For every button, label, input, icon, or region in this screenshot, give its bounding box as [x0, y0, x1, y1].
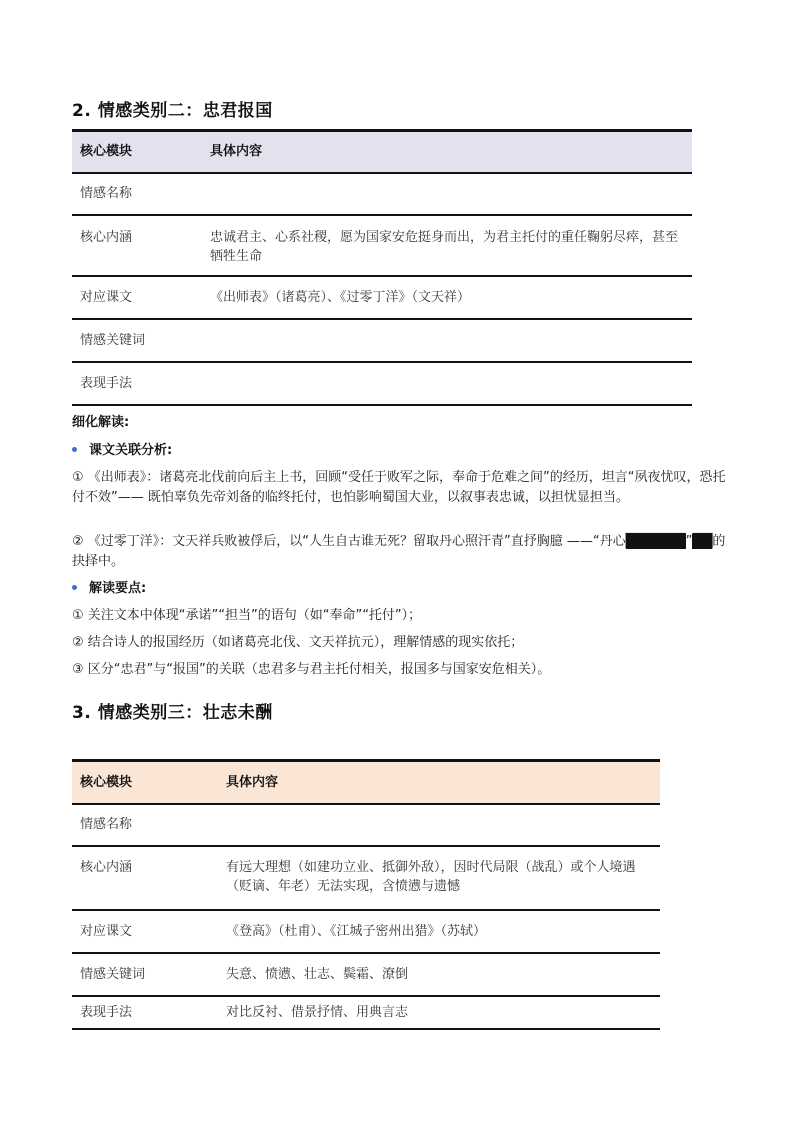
paragraph-chushibiao: ① 《出师表》：诸葛亮北伐前向后主上书，回顾“受任于败军之际，奉命于危难之间”的经历，坦言“夙夜忧叹，恐托付不效”—— 既怕辜负先帝刘备的临终托付，也怕影响蜀国大业，以叙事表忠诚，以担忧显担当。	[72, 470, 726, 505]
bullet-key-points	[72, 579, 146, 599]
bullet-key-points-label: 解读要点:	[89, 581, 147, 596]
detail-heading: 细化解读:	[72, 415, 130, 430]
row-value	[202, 362, 692, 405]
table-row	[72, 215, 692, 276]
row-value	[202, 319, 692, 362]
table-header-row	[72, 761, 660, 804]
row-label: 对应课文	[80, 289, 133, 305]
header-cell-module: 核心模块	[80, 774, 133, 790]
row-label: 情感名称	[80, 186, 133, 201]
table-row	[72, 362, 692, 405]
section-2-title: 2. 情感类别二：忠君报国	[72, 101, 273, 121]
row-value: 有远大理想（如建功立业、抵御外敌），因时代局限（战乱）或个人境遇（贬谪、年老）无法实现，含愤懑与遗憾	[226, 859, 636, 894]
header-cell-module: 核心模块	[80, 144, 133, 160]
table-row	[72, 996, 660, 1029]
row-value: 《登高》（杜甫）、《江城子密州出猎》（苏轼）	[226, 923, 487, 939]
header-cell-content: 具体内容	[210, 144, 263, 160]
bullet-analysis-label: 课文关联分析:	[89, 443, 173, 458]
table-header-row	[72, 131, 692, 173]
row-label: 表现手法	[80, 1004, 133, 1020]
bullet-dot-icon	[72, 447, 77, 452]
row-value: 失意、愤懑、壮志、鬓霜、潦倒	[226, 966, 409, 982]
row-label: 情感关键词	[80, 332, 146, 348]
key-point-item: ③ 区分“忠君”与“报国”的关联（忠君多与君主托付相关，报国多与国家安危相关）。	[72, 662, 551, 677]
row-label: 情感关键词	[80, 966, 146, 982]
table-row	[72, 910, 660, 953]
bullet-analysis	[72, 441, 172, 461]
row-label: 表现手法	[80, 375, 133, 391]
section-3-table	[72, 759, 660, 1030]
section-2-table	[72, 129, 692, 406]
paragraph-guolingdingyang	[72, 532, 732, 572]
row-value: 忠诚君主、心系社稷，愿为国家安危挺身而出，为君主托付的重任鞠躬尽瘁，甚至牺牲生命	[210, 229, 679, 264]
section-3-title: 3. 情感类别三：壮志未酬	[72, 703, 273, 723]
row-value: 对比反衬、借景抒情、用典言志	[226, 1004, 409, 1020]
row-value	[218, 804, 660, 846]
redaction-mark: ██████	[625, 534, 686, 549]
table-row	[72, 319, 692, 362]
redaction-mark: ██	[692, 534, 713, 549]
key-point-item: ① 关注文本中体现“承诺”“担当”的语句（如“奉命”“托付”）；	[72, 608, 422, 623]
table-row	[72, 173, 692, 215]
header-cell-content: 具体内容	[226, 774, 279, 790]
table-row	[72, 953, 660, 996]
table-row	[72, 276, 692, 319]
key-point-item: ② 结合诗人的报国经历（如诸葛亮北伐、文天祥抗元），理解情感的现实依托；	[72, 635, 524, 650]
paragraph-part: ”	[685, 534, 693, 549]
row-label: 情感名称	[80, 817, 133, 832]
paragraph-part: 的抉择中。	[72, 534, 726, 569]
table-row	[72, 846, 660, 910]
row-label: 核心内涵	[80, 229, 133, 245]
row-label: 核心内涵	[80, 859, 133, 875]
paragraph-part: ② 《过零丁洋》：文天祥兵败被俘后，以“人生自古谁无死？留取丹心照汗青”直抒胸臆 ——“丹心	[72, 534, 626, 549]
table-row	[72, 804, 660, 846]
bullet-dot-icon	[72, 585, 77, 590]
row-label: 对应课文	[80, 923, 133, 939]
row-value	[202, 173, 692, 215]
row-value: 《出师表》（诸葛亮）、《过零丁洋》（文天祥）	[210, 289, 471, 305]
